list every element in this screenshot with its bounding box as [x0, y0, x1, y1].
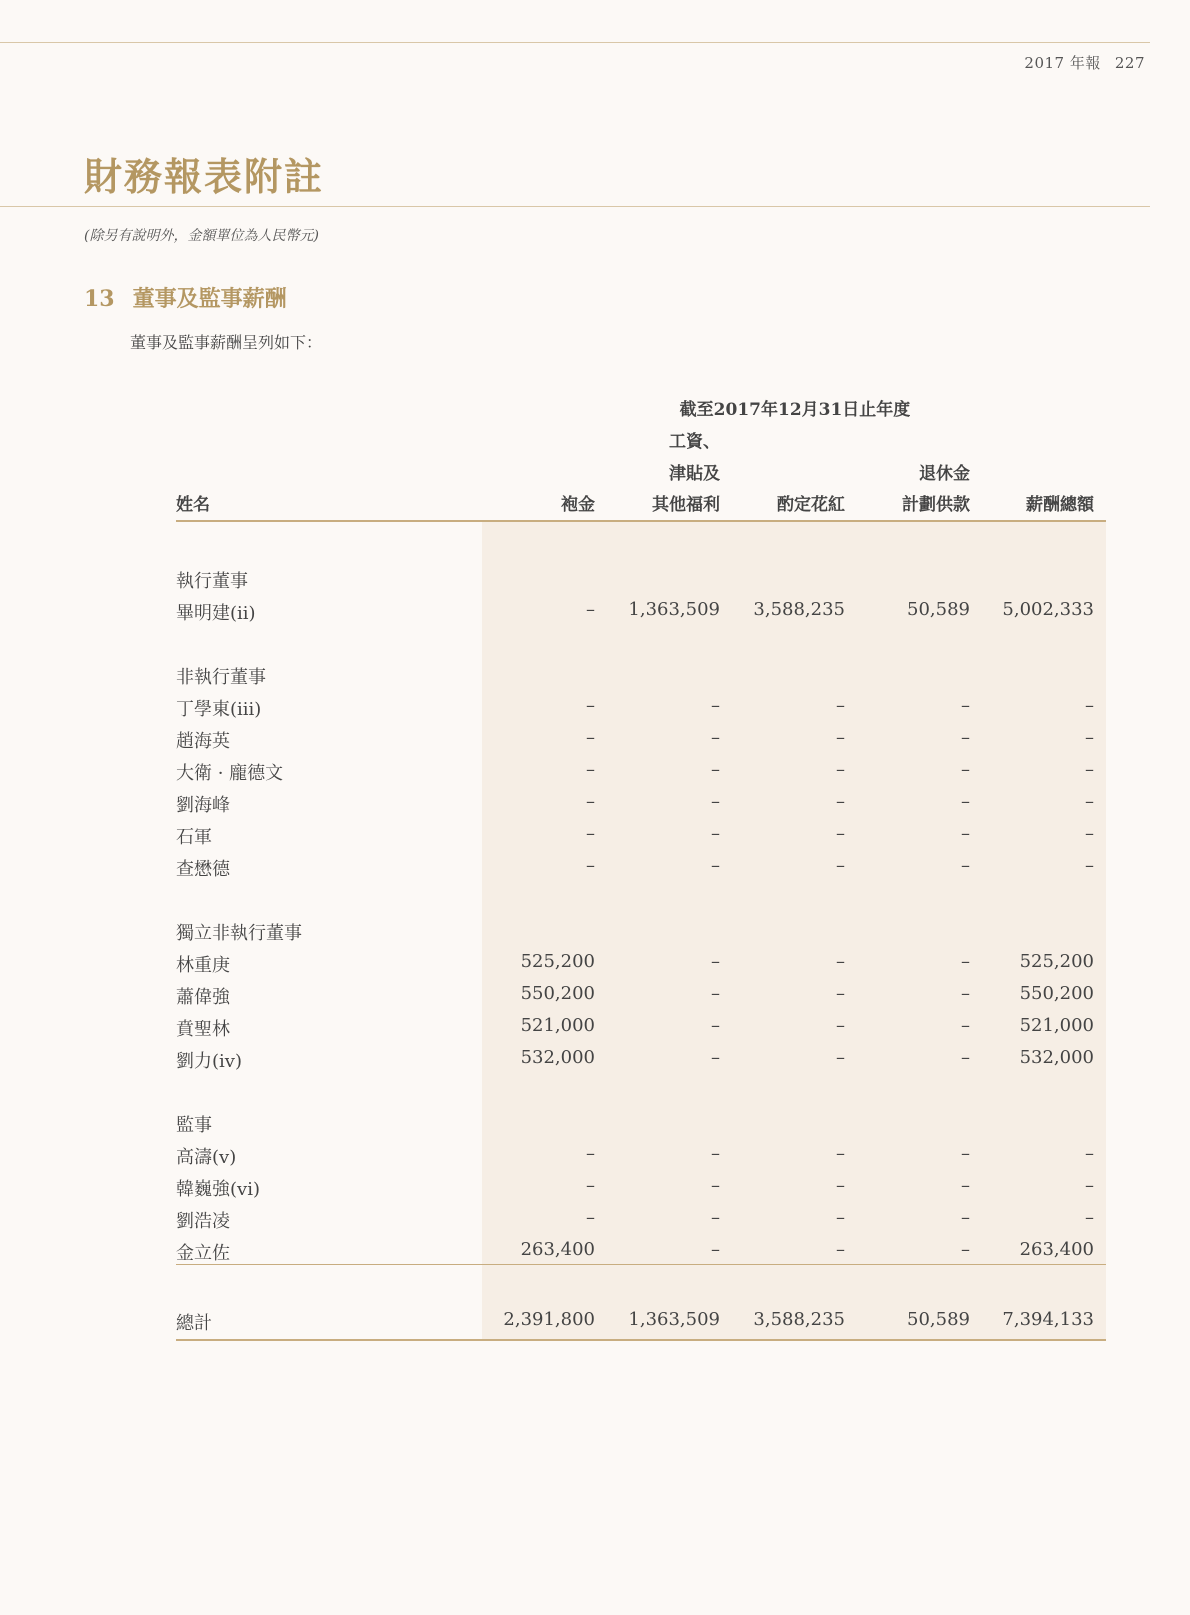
- group-label: [176, 1111, 1106, 1141]
- cell-bonus: –: [836, 791, 845, 812]
- cell-pension: –: [961, 983, 970, 1004]
- cell-total: –: [1085, 1207, 1094, 1228]
- cell-pension: –: [961, 855, 970, 876]
- col-salary-l3: 其他福利: [652, 495, 720, 515]
- cell-total: 532,000: [1019, 1047, 1094, 1068]
- cell-fee: 550,200: [520, 983, 595, 1004]
- cell-total: –: [1085, 1143, 1094, 1164]
- cell-fee: –: [586, 855, 595, 876]
- cell-bonus: –: [836, 1047, 845, 1068]
- cell-fee: –: [586, 727, 595, 748]
- col-name: 姓名: [176, 495, 210, 515]
- table-row: [176, 1207, 1106, 1237]
- table-row: [176, 695, 1106, 725]
- cell-pension: –: [961, 1143, 970, 1164]
- table-row: [176, 823, 1106, 853]
- cell-pension: –: [961, 1015, 970, 1036]
- section-title: 董事及監事薪酬: [132, 286, 287, 312]
- cell-total: –: [1085, 823, 1094, 844]
- row-name: 劉浩凌: [176, 1211, 230, 1232]
- cell-fee: –: [586, 1207, 595, 1228]
- table-row: [176, 855, 1106, 885]
- cell-bonus: –: [836, 1207, 845, 1228]
- group-independent: 獨立非執行董事: [176, 923, 302, 944]
- page-header: [1010, 52, 1145, 73]
- cell-fee: 532,000: [520, 1047, 595, 1068]
- cell-fee: –: [586, 599, 595, 620]
- col-bonus: 酌定花紅: [777, 495, 845, 515]
- cell-pension: –: [961, 823, 970, 844]
- cell-salary: –: [711, 823, 720, 844]
- title-rule: [0, 206, 1150, 207]
- cell-total: 521,000: [1019, 1015, 1094, 1036]
- group-executive: 執行董事: [176, 571, 248, 592]
- cell-bonus: –: [836, 695, 845, 716]
- cell-fee: –: [586, 823, 595, 844]
- cell-bonus: –: [836, 823, 845, 844]
- total-label: 總計: [176, 1313, 212, 1334]
- cell-bonus: 3,588,235: [753, 599, 845, 620]
- cell-fee: –: [586, 1175, 595, 1196]
- cell-salary: –: [711, 1207, 720, 1228]
- bottom-rule: [176, 1339, 1106, 1341]
- section-intro: 董事及監事薪酬呈列如下：: [130, 333, 323, 352]
- row-name: 賁聖林: [176, 1019, 230, 1040]
- table-row: [176, 599, 1106, 629]
- table-row: [176, 1143, 1106, 1173]
- table-period: 截至2017年12月31日止年度: [679, 400, 911, 420]
- cell-salary: –: [711, 1015, 720, 1036]
- section-number: 13: [84, 286, 115, 312]
- page-number: 227: [1114, 54, 1145, 72]
- total-salary: 1,363,509: [628, 1309, 720, 1330]
- cell-bonus: –: [836, 1175, 845, 1196]
- cell-salary: –: [711, 1175, 720, 1196]
- cell-pension: –: [961, 695, 970, 716]
- col-total: 薪酬總額: [1026, 495, 1094, 515]
- group-label: [176, 919, 1106, 949]
- row-name: 金立佐: [176, 1243, 230, 1264]
- cell-pension: –: [961, 1239, 970, 1260]
- cell-fee: 263,400: [520, 1239, 595, 1260]
- year-label: 2017 年報: [1024, 54, 1101, 72]
- row-name: 蕭偉強: [176, 987, 230, 1008]
- cell-pension: –: [961, 1207, 970, 1228]
- cell-bonus: –: [836, 1239, 845, 1260]
- cell-salary: –: [711, 695, 720, 716]
- row-name: 高濤(v): [176, 1147, 237, 1168]
- cell-fee: –: [586, 791, 595, 812]
- col-salary-l1: 工資、: [669, 432, 720, 452]
- row-name: 劉力(iv): [176, 1051, 242, 1072]
- cell-total: –: [1085, 1175, 1094, 1196]
- total-fee: 2,391,800: [503, 1309, 595, 1330]
- table-row: [176, 791, 1106, 821]
- top-rule: [0, 42, 1150, 43]
- row-name: 林重庚: [176, 955, 230, 976]
- group-non-executive: 非執行董事: [176, 667, 266, 688]
- cell-salary: –: [711, 1143, 720, 1164]
- cell-pension: –: [961, 1175, 970, 1196]
- table-row: [176, 1015, 1106, 1045]
- cell-fee: 521,000: [520, 1015, 595, 1036]
- cell-total: 525,200: [1019, 951, 1094, 972]
- cell-fee: –: [586, 1143, 595, 1164]
- cell-salary: –: [711, 759, 720, 780]
- col-pension-l2: 計劃供款: [902, 495, 970, 515]
- section-heading: [84, 282, 287, 313]
- cell-pension: –: [961, 951, 970, 972]
- row-name: 劉海峰: [176, 795, 230, 816]
- table-row: [176, 983, 1106, 1013]
- row-name: 查懋德: [176, 859, 230, 880]
- cell-total: –: [1085, 791, 1094, 812]
- table-row: [176, 727, 1106, 757]
- subtotal-rule: [176, 1264, 1106, 1265]
- cell-bonus: –: [836, 759, 845, 780]
- cell-salary: –: [711, 951, 720, 972]
- cell-total: –: [1085, 695, 1094, 716]
- cell-bonus: –: [836, 1143, 845, 1164]
- cell-total: –: [1085, 759, 1094, 780]
- cell-pension: 50,589: [907, 599, 970, 620]
- row-name: 丁學東(iii): [176, 699, 262, 720]
- cell-total: 550,200: [1019, 983, 1094, 1004]
- row-name: 石軍: [176, 827, 212, 848]
- row-name: 大衛 · 龐德文: [176, 763, 284, 784]
- cell-salary: –: [711, 727, 720, 748]
- cell-fee: 525,200: [520, 951, 595, 972]
- cell-total: –: [1085, 855, 1094, 876]
- table-row: [176, 759, 1106, 789]
- cell-salary: –: [711, 855, 720, 876]
- group-supervisors: 監事: [176, 1115, 212, 1136]
- total-bonus: 3,588,235: [753, 1309, 845, 1330]
- cell-salary: –: [711, 791, 720, 812]
- total-pension: 50,589: [907, 1309, 970, 1330]
- cell-pension: –: [961, 791, 970, 812]
- cell-pension: –: [961, 759, 970, 780]
- document-title: 財務報表附註: [84, 154, 325, 199]
- cell-salary: –: [711, 1047, 720, 1068]
- header-rule: [176, 520, 1106, 522]
- total-total: 7,394,133: [1002, 1309, 1094, 1330]
- cell-bonus: –: [836, 1015, 845, 1036]
- cell-fee: –: [586, 695, 595, 716]
- cell-pension: –: [961, 1047, 970, 1068]
- cell-salary: 1,363,509: [628, 599, 720, 620]
- cell-salary: –: [711, 983, 720, 1004]
- col-pension-l1: 退休金: [919, 464, 970, 484]
- cell-bonus: –: [836, 727, 845, 748]
- cell-total: 263,400: [1019, 1239, 1094, 1260]
- group-label: [176, 663, 1106, 693]
- row-name: 韓巍強(vi): [176, 1179, 260, 1200]
- cell-bonus: –: [836, 951, 845, 972]
- row-name: 畢明建(ii): [176, 603, 256, 624]
- table-row: [176, 1175, 1106, 1205]
- currency-note: (除另有說明外，金額單位為人民幣元): [84, 228, 319, 244]
- table-row: [176, 1047, 1106, 1077]
- cell-pension: –: [961, 727, 970, 748]
- group-label: [176, 567, 1106, 597]
- cell-salary: –: [711, 1239, 720, 1260]
- cell-bonus: –: [836, 855, 845, 876]
- col-salary-l2: 津貼及: [669, 464, 720, 484]
- cell-total: –: [1085, 727, 1094, 748]
- row-name: 趙海英: [176, 731, 230, 752]
- total-row: [176, 1309, 1106, 1339]
- col-fee: 袍金: [561, 495, 595, 515]
- cell-fee: –: [586, 759, 595, 780]
- cell-bonus: –: [836, 983, 845, 1004]
- cell-total: 5,002,333: [1002, 599, 1094, 620]
- table-row: [176, 951, 1106, 981]
